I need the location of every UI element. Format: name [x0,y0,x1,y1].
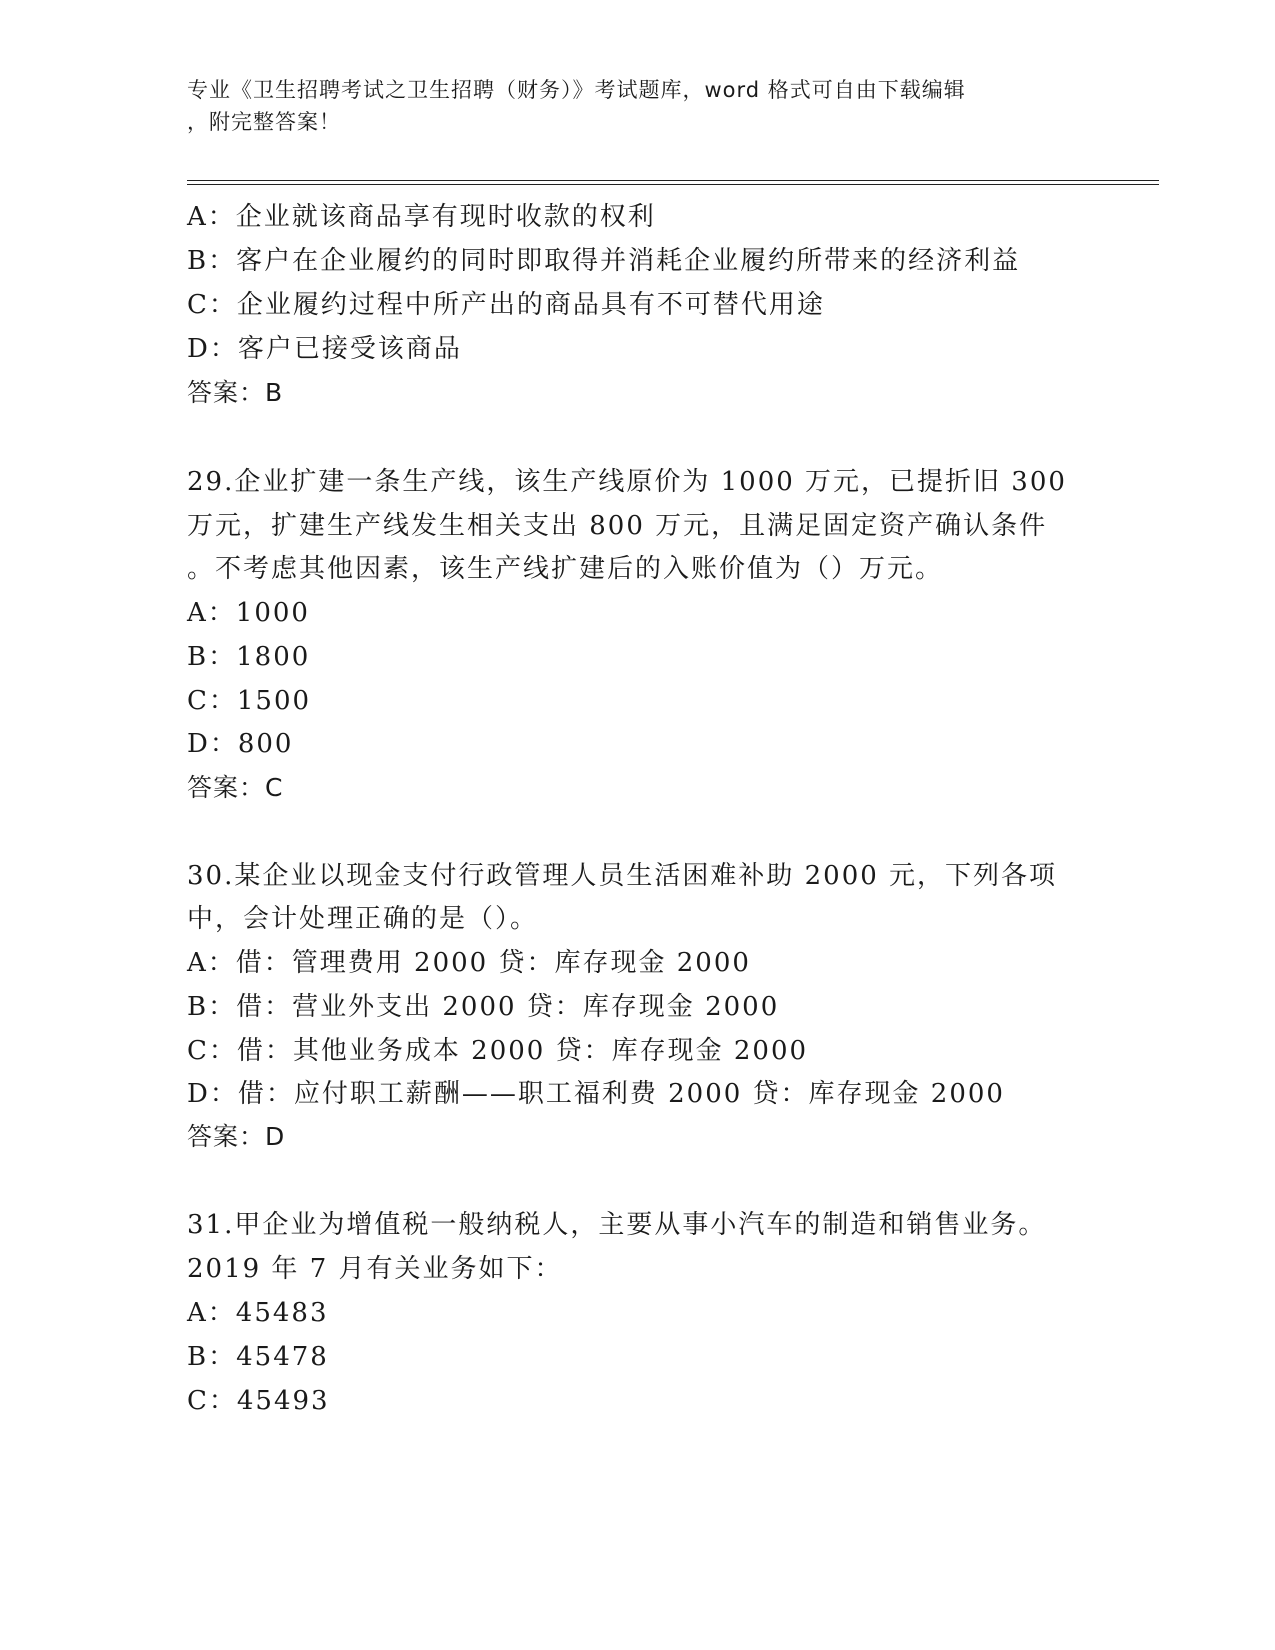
q31-option-a: A：45483 [187,1298,329,1328]
q29-option-a: A：1000 [187,598,310,628]
q28-option-c: C：企业履约过程中所产出的商品具有不可替代用途 [187,290,825,320]
q28-option-d: D：客户已接受该商品 [187,334,462,364]
q29-stem-line-3: 。不考虑其他因素，该生产线扩建后的入账价值为（）万元。 [187,554,944,584]
q31-option-b: B：45478 [187,1342,329,1372]
q29-option-d: D：800 [187,729,294,759]
q29-stem-line-2: 万元，扩建生产线发生相关支出 800 万元，且满足固定资产确认条件 [187,511,1048,541]
q31-stem-line-2: 2019 年 7 月有关业务如下： [187,1254,563,1284]
q30-option-b: B：借：营业外支出 2000 贷：库存现金 2000 [187,992,780,1022]
q30-stem-line-2: 中，会计处理正确的是（）。 [187,904,539,934]
document-header [187,74,1087,138]
q29-option-b: B：1800 [187,642,311,672]
q28-option-a: A：企业就该商品享有现时收款的权利 [187,202,656,232]
q29-stem-line-1: 29.企业扩建一条生产线，该生产线原价为 1000 万元，已提折旧 300 [187,467,1067,497]
q29-answer: 答案：C [187,773,284,802]
q31-option-c: C：45493 [187,1386,330,1416]
header-line-1: 专业《卫生招聘考试之卫生招聘（财务）》考试题库，word 格式可自由下载编辑 [187,78,966,102]
q30-option-a: A：借：管理费用 2000 贷：库存现金 2000 [187,948,751,978]
q30-answer: 答案：D [187,1122,286,1151]
q31-stem-line-1: 31.甲企业为增值税一般纳税人，主要从事小汽车的制造和销售业务。 [187,1210,1047,1240]
q29-option-c: C：1500 [187,686,312,716]
header-line-2: ，附完整答案！ [187,110,341,134]
header-divider-bottom [187,184,1159,185]
q30-option-d: D：借：应付职工薪酬——职工福利费 2000 贷：库存现金 2000 [187,1079,1005,1109]
q30-stem-line-1: 30.某企业以现金支付行政管理人员生活困难补助 2000 元，下列各项 [187,861,1058,891]
header-divider-top [187,180,1159,181]
q28-option-b: B：客户在企业履约的同时即取得并消耗企业履约所带来的经济利益 [187,246,1021,276]
q30-option-c: C：借：其他业务成本 2000 贷：库存现金 2000 [187,1036,809,1066]
q28-answer: 答案：B [187,378,284,407]
